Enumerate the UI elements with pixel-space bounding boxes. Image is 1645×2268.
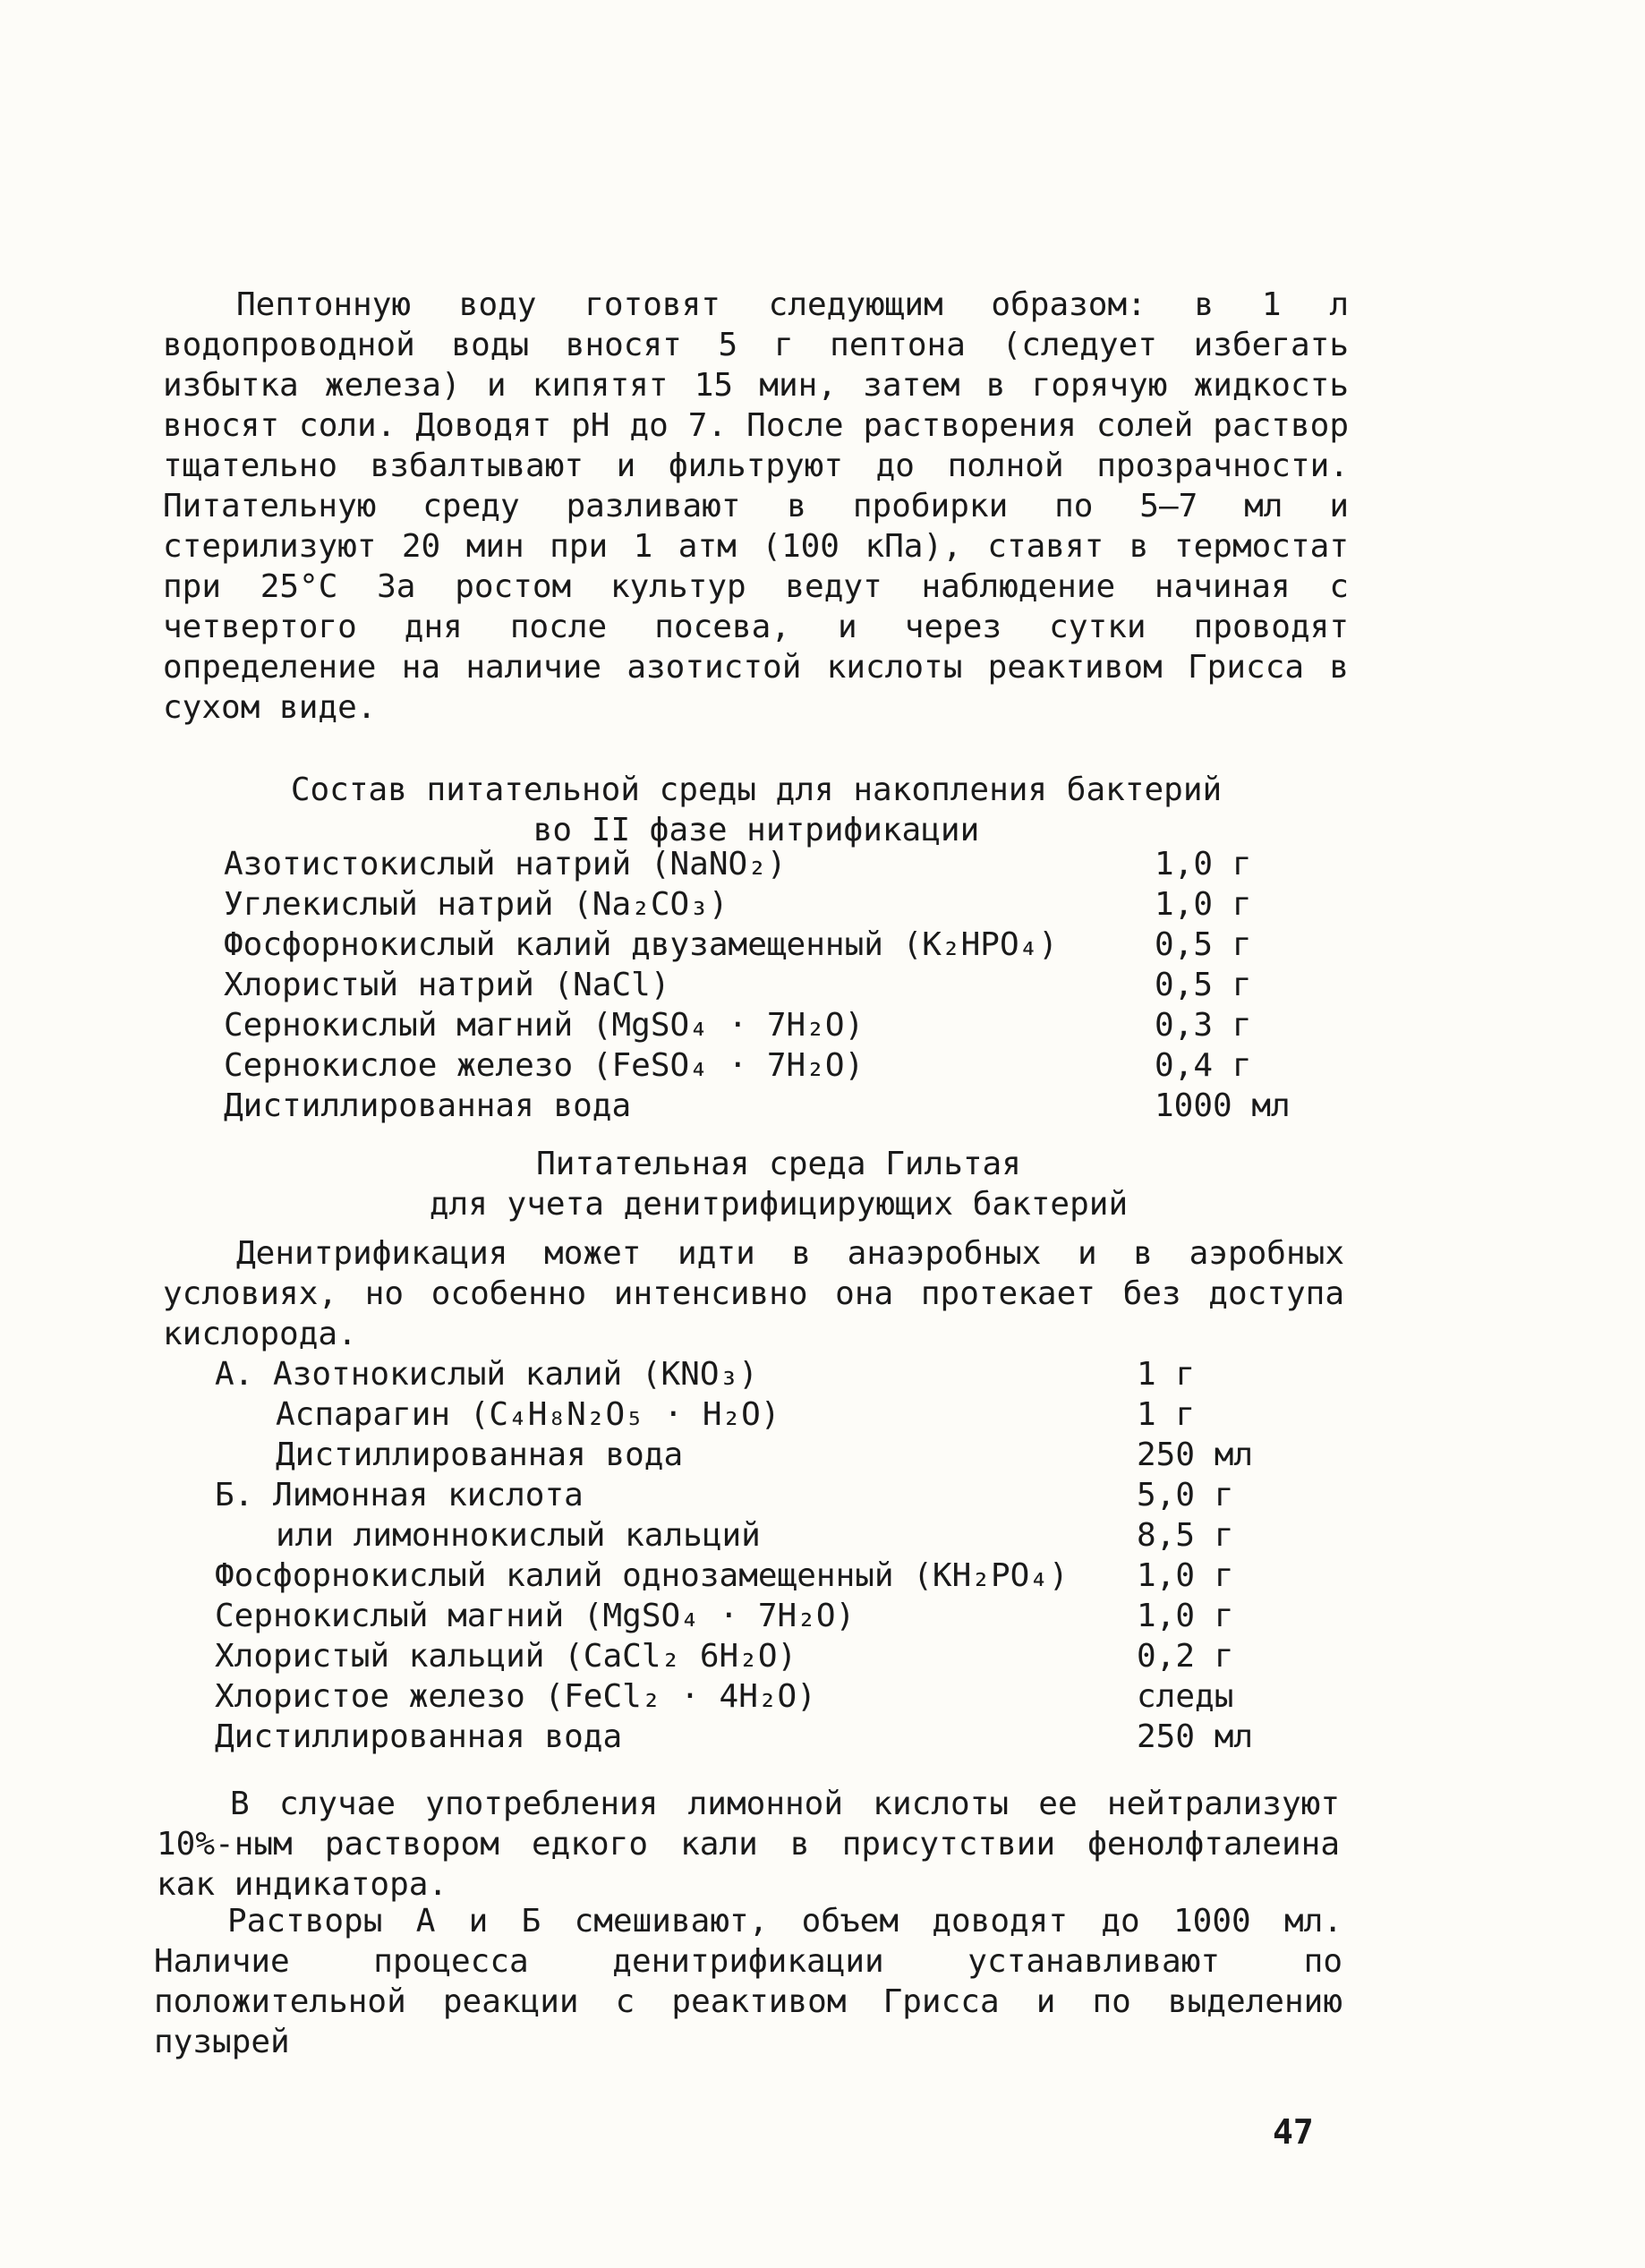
ingredient-name: Азотистокислый натрий (NaNO₂) <box>224 846 787 882</box>
composition-row <box>224 925 1298 965</box>
ingredient-name: Фосфорнокислый калий однозамещенный (KH₂PO₄) <box>215 1557 1069 1594</box>
ingredient-name: Сернокислое железо (FeSO₄ · 7H₂O) <box>224 1047 865 1084</box>
ingredient-name: Дистиллированная вода <box>215 1718 623 1755</box>
ingredient-amount: 1,0 г <box>1155 846 1252 882</box>
ingredient-name: Аспарагин (C₄H₈N₂O₅ · H₂O) <box>276 1396 780 1433</box>
ingredient-name: Сернокислый магний (MgSO₄ · 7H₂O) <box>215 1598 856 1634</box>
composition-row <box>224 1045 1298 1086</box>
ingredient-name: Хлористый кальций (CaCl₂ 6H₂O) <box>215 1638 797 1675</box>
ingredient-name: А. Азотнокислый калий (KNO₃) <box>215 1356 758 1393</box>
composition-row <box>215 1556 1298 1596</box>
ingredient-amount: 1,0 г <box>1137 1557 1234 1594</box>
composition-list-giltay <box>215 1354 1298 1757</box>
ingredient-amount: 0,3 г <box>1155 1007 1252 1044</box>
composition-row <box>215 1636 1298 1676</box>
composition-row <box>215 1394 1298 1435</box>
ingredient-amount: следы <box>1137 1678 1234 1715</box>
ingredient-amount: 1 г <box>1137 1396 1196 1433</box>
heading-line: во II фазе нитрификации <box>533 812 980 848</box>
composition-row <box>224 965 1298 1005</box>
ingredient-amount: 1 г <box>1137 1356 1196 1393</box>
composition-row <box>215 1676 1298 1717</box>
ingredient-name: или лимоннокислый кальций <box>276 1517 761 1554</box>
ingredient-name: Б. Лимонная кислота <box>215 1477 584 1513</box>
composition-row <box>224 884 1298 925</box>
ingredient-name: Сернокислый магний (MgSO₄ · 7H₂O) <box>224 1007 865 1044</box>
ingredient-amount: 5,0 г <box>1137 1477 1234 1513</box>
composition-row <box>224 844 1298 884</box>
heading-giltay-medium <box>331 1144 1226 1224</box>
heading-line: для учета денитрифицирующих бактерий <box>429 1186 1129 1223</box>
page-number: 47 <box>1273 2112 1314 2152</box>
paragraph-mixing: Растворы А и Б смешивают, объем доводят до 1000 мл. Наличие процесса денитрификации устанавливают по положительной реакции с реактивом Грисса и по выделению пузырей <box>154 1903 1342 2060</box>
ingredient-name: Дистиллированная вода <box>276 1437 684 1473</box>
paragraph-denitrification: Денитрификация может идти в анаэробных и в аэробных условиях, но особенно интенсивно она протекает без доступа кислорода. <box>163 1235 1344 1352</box>
ingredient-name: Хлористый натрий (NaCl) <box>224 967 670 1003</box>
composition-row <box>215 1435 1298 1475</box>
ingredient-amount: 8,5 г <box>1137 1517 1234 1554</box>
heading-line: Состав питательной среды для накопления бактерий <box>290 772 1223 808</box>
composition-row <box>224 1005 1298 1045</box>
paragraph-peptone-water: Пептонную воду готовят следующим образом: в 1 л водопроводной воды вносят 5 г пептона (следует избегать избытка железа) и кипятят 15 мин, затем в горячую жидкость вносят соли. Доводят pH до 7. После растворения солей раствор тщательно взбалтывают и фильтруют до полной прозрачности. Питательную среду разливают в пробирки по 5–7 мл и стерилизуют 20 мин при 1 атм (100 кПа), ставят в термостат при 25°С За ростом культур ведут наблюдение начиная с четвертого дня после посева, и через сутки проводят определение на наличие азотистой кислоты реактивом Грисса в сухом виде. <box>163 286 1349 726</box>
ingredient-amount: 1000 мл <box>1155 1087 1291 1124</box>
ingredient-name: Углекислый натрий (Na₂CO₃) <box>224 886 729 923</box>
ingredient-amount: 250 мл <box>1137 1437 1254 1473</box>
composition-row <box>215 1596 1298 1636</box>
composition-list-nitrification <box>224 844 1298 1126</box>
paragraph-citric-acid: В случае употребления лимонной кислоты ее нейтрализуют 10%-ным раствором едкого кали в присутствии фенолфталеина как индикатора. <box>157 1786 1340 1903</box>
composition-row <box>215 1354 1298 1394</box>
heading-line: Питательная среда Гильтая <box>536 1146 1021 1182</box>
ingredient-amount: 0,5 г <box>1155 967 1252 1003</box>
ingredient-name: Фосфорнокислый калий двузамещенный (K₂HPO₄) <box>224 926 1058 963</box>
ingredient-amount: 0,2 г <box>1137 1638 1234 1675</box>
ingredient-amount: 250 мл <box>1137 1718 1254 1755</box>
composition-row <box>215 1475 1298 1515</box>
composition-row <box>215 1515 1298 1556</box>
ingredient-name: Хлористое железо (FeCl₂ · 4H₂O) <box>215 1678 816 1715</box>
composition-row <box>215 1717 1298 1757</box>
composition-row <box>224 1086 1298 1126</box>
ingredient-amount: 0,5 г <box>1155 926 1252 963</box>
ingredient-name: Дистиллированная вода <box>224 1087 632 1124</box>
ingredient-amount: 0,4 г <box>1155 1047 1252 1084</box>
ingredient-amount: 1,0 г <box>1155 886 1252 923</box>
heading-nitrification-medium <box>206 770 1307 850</box>
ingredient-amount: 1,0 г <box>1137 1598 1234 1634</box>
